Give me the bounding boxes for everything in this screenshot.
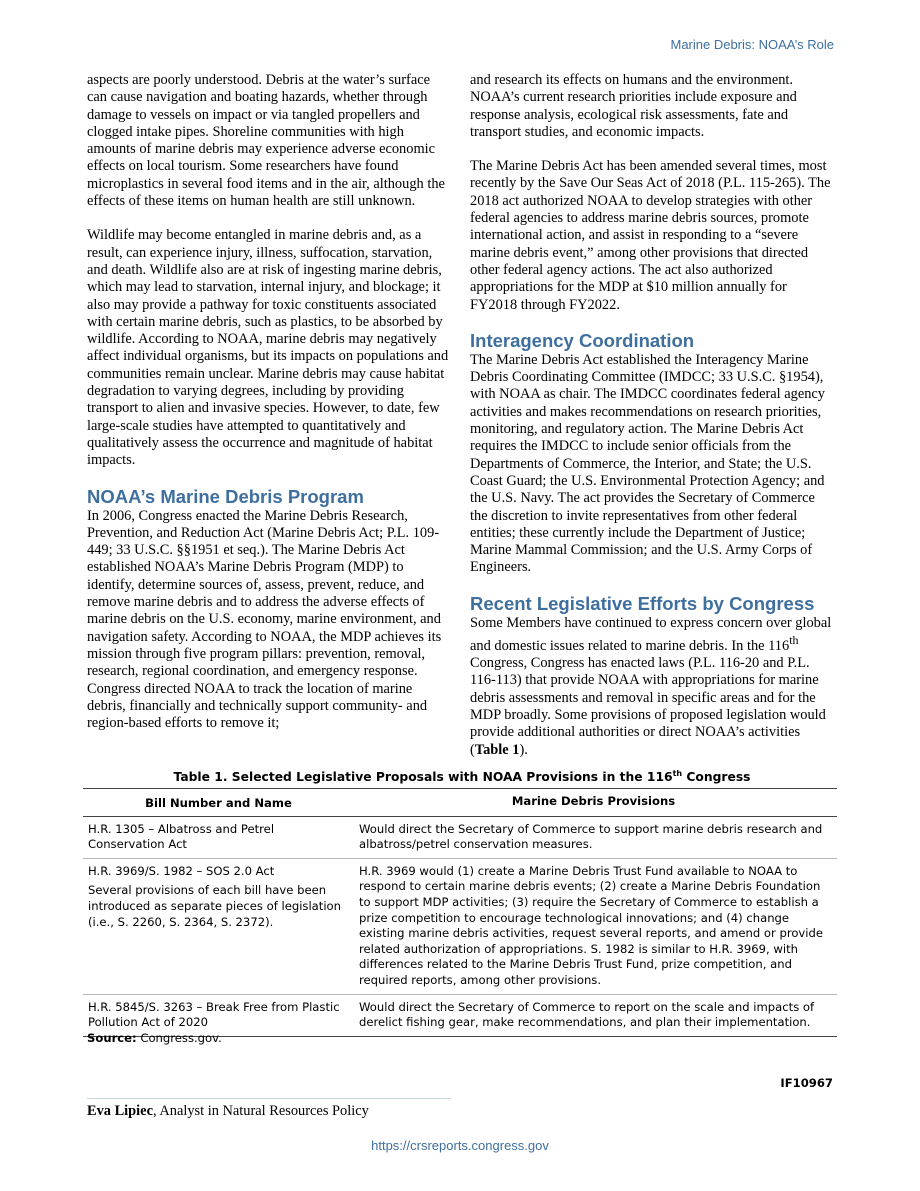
- running-header: Marine Debris: NOAA’s Role: [670, 37, 834, 52]
- paragraph: In 2006, Congress enacted the Marine Debris Research, Prevention, and Reduction Act (Marine Debris Act; P.L. 109-449; 33 U.S.C. §§1951 et seq.). The Marine Debris Act established NOAA’s Marine Debris Program (MDP) to identify, determine sources of, assess, prevent, reduce, and remove marine debris and to address the adverse effects of marine debris on the U.S. economy, marine environment, and navigation safety. According to NOAA, the MDP achieves its mission through five program pillars: prevention, removal, research, regional coordination, and emergency response. Congress directed NOAA to track the location of marine debris, financially and technically support community- and region-based efforts to remove it;: [87, 507, 442, 732]
- section-heading: Interagency Coordination: [470, 329, 695, 351]
- column-header-provisions: Marine Debris Provisions: [354, 789, 837, 817]
- table-row: [83, 816, 837, 858]
- paragraph: and research its effects on humans and the environment. NOAA’s current research priorities include exposure and response analysis, ecological risk assessments, fate and transport studies, and economic impacts.: [470, 72, 797, 140]
- table-reference: Table 1: [474, 741, 520, 758]
- bill-cell: [83, 816, 354, 858]
- paragraph: aspects are poorly understood. Debris at the water’s surface can cause navigation and boating hazards, whether through damage to vessels on impact or via tangled propellers and clogged intake pipes. Shoreline communities with high amounts of marine debris may experience adverse economic effects on local tourism. Some researchers have found microplastics in several food items and in the air, although the effects of these items on human health are still unknown.: [87, 72, 445, 210]
- divider: [87, 1098, 451, 1099]
- table-title: Table 1. Selected Legislative Proposals with NOAA Provisions in the 116th Congress: [173, 769, 751, 785]
- provisions-cell: Would direct the Secretary of Commerce to support marine debris research and albatross/petrel conservation measures.: [354, 816, 837, 858]
- paragraph: The Marine Debris Act established the Interagency Marine Debris Coordinating Committee (IMDCC; 33 U.S.C. §1954), with NOAA as chair. The IMDCC coordinates federal agency activities and makes recommendations on research priorities, monitoring, and regulatory action. The Marine Debris Act requires the IMDCC to include senior officials from the Departments of Commerce, the Interior, and State; the U.S. Coast Guard; the U.S. Environmental Protection Agency; and the U.S. Navy. The act provides the Secretary of Commerce the discretion to invite representatives from other federal entities; these currently include the Department of Justice; Marine Mammal Commission; and the U.S. Army Corps of Engineers.: [470, 351, 826, 576]
- table-header-row: [83, 789, 837, 817]
- author-name: Eva Lipiec: [87, 1103, 153, 1119]
- footer-url-link[interactable]: https://crsreports.congress.gov: [371, 1138, 549, 1153]
- table-source: Source: Congress.gov.: [87, 1031, 222, 1045]
- right-column: [470, 72, 832, 759]
- table-row: [83, 994, 837, 1036]
- left-column: [87, 72, 449, 732]
- bill-cell: [83, 858, 354, 994]
- author-line: [87, 1103, 369, 1120]
- author-title: , Analyst in Natural Resources Policy: [152, 1103, 369, 1119]
- column-header-bill: Bill Number and Name: [83, 789, 354, 817]
- document-code: IF10967: [780, 1076, 833, 1090]
- bill-note: Several provisions of each bill have been introduced as separate pieces of legislation (i.e., S. 2260, S. 2364, S. 2372).: [88, 883, 341, 929]
- paragraph: Wildlife may become entangled in marine debris and, as a result, can experience injury, illness, suffocation, starvation, and death. Wildlife also are at risk of ingesting marine debris, which may lead to starvation, internal injury, and blockage; it also may provide a pathway for toxic constituents associated with certain marine debris, such as plastics, to be absorbed by wildlife. According to NOAA, marine debris may negatively affect individual organisms, but its impacts on populations and communities remain unclear. Marine debris may cause habitat degradation to varying degrees, including by providing transport to alien and invasive species. However, to date, few large-scale studies have attempted to quantitatively and qualitatively assess the occurrence and magnitude of habitat impacts.: [87, 227, 449, 469]
- table-row: [83, 858, 837, 994]
- bill-name: H.R. 1305 – Albatross and Petrel Conservation Act: [88, 821, 275, 852]
- bill-name: H.R. 3969/S. 1982 – SOS 2.0 Act: [88, 863, 275, 878]
- bill-name: H.R. 5845/S. 3263 – Break Free from Plastic Pollution Act of 2020: [88, 999, 340, 1030]
- paragraph: The Marine Debris Act has been amended several times, most recently by the Save Our Seas Act of 2018 (P.L. 115-265). The 2018 act authorized NOAA to develop strategies with other federal agencies to address marine debris sources, promote international action, and assist in responding to a “severe marine debris event,” among other provisions that directed other federal agency actions. The act also authorized appropriations for the MDP at $10 million annually for FY2018 through FY2022.: [470, 158, 831, 313]
- section-heading: Recent Legislative Efforts by Congress: [470, 592, 815, 614]
- section-heading: NOAA’s Marine Debris Program: [87, 485, 364, 507]
- paragraph: Some Members have continued to express concern over global and domestic issues related to marine debris. In the 116th Congress, Congress has enacted laws (P.L. 116-20 and P.L. 116-113) that provide NOAA with appropriations for marine debris assessments and removal in specific areas and for the MDP broadly. Some provisions of proposed legislation would provide additional authorities or direct NOAA’s activities (Table 1).: [470, 614, 832, 758]
- bill-cell: [83, 994, 354, 1036]
- provisions-cell: Would direct the Secretary of Commerce to report on the scale and impacts of derelict fishing gear, make recommendations, and plan their implementation.: [354, 994, 837, 1036]
- provisions-cell: H.R. 3969 would (1) create a Marine Debris Trust Fund available to NOAA to respond to certain marine debris events; (2) create a Marine Debris Foundation to support MDP activities; (3) require the Secretary of Commerce to establish a prize competition to encourage technological innovations; and (4) change existing marine debris activities, request several reports, and amend or provide related authorization of appropriations. S. 1982 is similar to H.R. 3969, with differences related to the Marine Debris Trust Fund, prize competition, and required reports, among other provisions.: [354, 858, 837, 994]
- legislation-table: [83, 788, 837, 1037]
